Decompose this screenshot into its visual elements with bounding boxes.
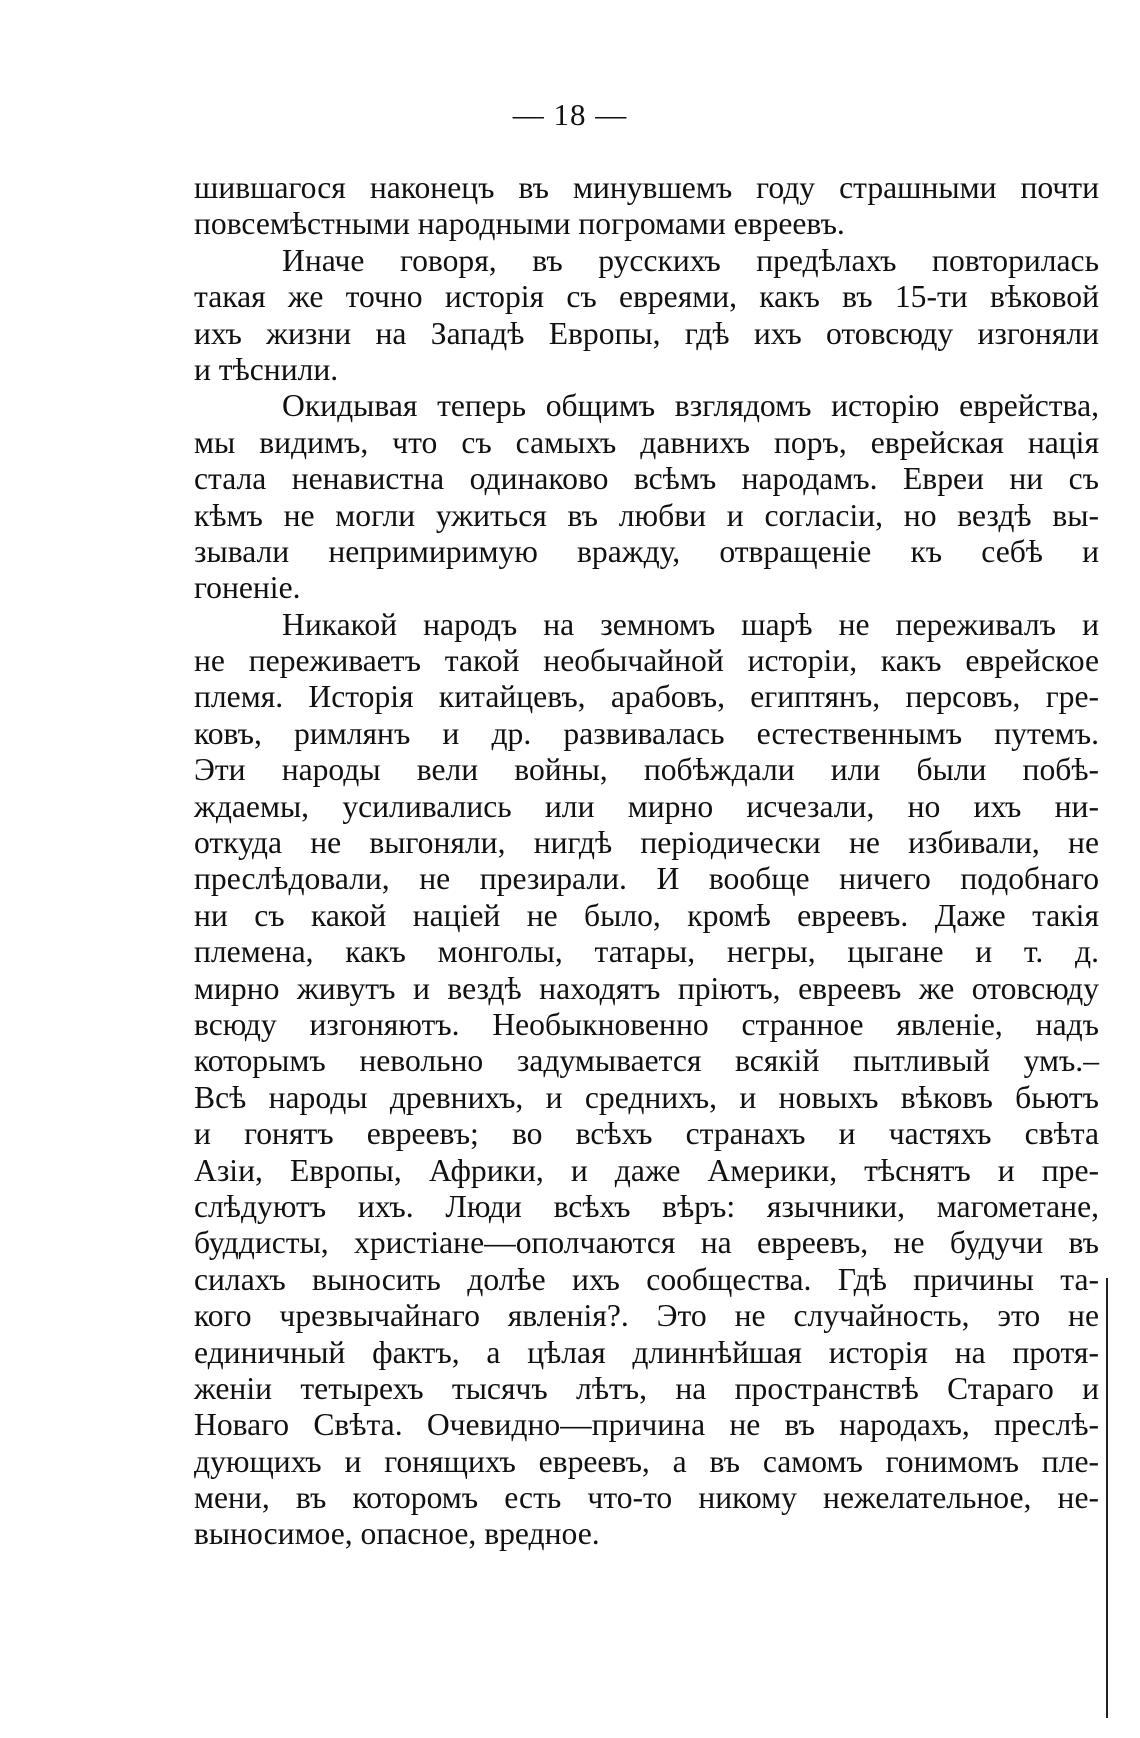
text-line: ихъ жизни на Западѣ Европы, гдѣ ихъ отовсюду изгоняли	[194, 315, 1099, 351]
text-line: племена, какъ монголы, татары, негры, цыгане и т. д.	[194, 934, 1099, 970]
text-line: Никакой народъ на земномъ шарѣ не переживалъ и	[282, 606, 1099, 642]
text-line: мы видимъ, что съ самыхъ давнихъ поръ, еврейская нація	[194, 424, 1099, 460]
text-line: которымъ невольно задумывается всякій пытливый умъ.–	[194, 1043, 1099, 1079]
text-line: такая же точно исторія съ евреями, какъ въ 15-ти вѣковой	[194, 279, 1099, 315]
text-line: кого чрезвычайнаго явленія?. Это не случайность, это не	[194, 1298, 1099, 1334]
text-line: Азіи, Европы, Африки, и даже Америки, тѣснятъ и пре-	[194, 1152, 1099, 1188]
text-line: ковъ, римлянъ и др. развивалась естественнымъ путемъ.	[194, 715, 1099, 751]
paragraph	[194, 243, 1099, 389]
text-line: Окидывая теперь общимъ взглядомъ исторію еврейства,	[282, 388, 1099, 424]
gutter-rule	[1106, 1278, 1108, 1718]
text-line: всюду изгоняютъ. Необыкновенно странное явленіе, надъ	[194, 1006, 1099, 1042]
text-line: повсемѣстными народными погромами евреевъ.	[194, 206, 845, 242]
text-line: выносимое, опасное, вредное.	[194, 1516, 600, 1552]
paragraph	[194, 388, 1099, 606]
text-line: ни съ какой націей не было, кромѣ евреевъ. Даже такія	[194, 897, 1099, 933]
text-line: Иначе говоря, въ русскихъ предѣлахъ повторилась	[282, 242, 1099, 278]
text-line: гоненіе.	[194, 570, 301, 606]
text-line: буддисты, христіане—ополчаются на евреевъ, не будучи въ	[194, 1225, 1099, 1261]
text-line: кѣмъ не могли ужиться въ любви и согласіи, но вездѣ вы-	[194, 497, 1099, 533]
text-line: стала ненавистна одинаково всѣмъ народамъ. Евреи ни съ	[194, 461, 1099, 497]
text-line: Эти народы вели войны, побѣждали или были побѣ-	[194, 752, 1099, 788]
text-line: мени, въ которомъ есть что-то никому нежелательное, не-	[194, 1480, 1099, 1516]
text-line: откуда не выгоняли, нигдѣ періодически не избивали, не	[194, 825, 1099, 861]
paragraph	[194, 170, 1099, 243]
text-line: единичный фактъ, а цѣлая длиннѣйшая исторія на протя-	[194, 1334, 1099, 1370]
text-line: слѣдуютъ ихъ. Люди всѣхъ вѣръ: язычники, магометане,	[194, 1188, 1099, 1224]
text-line: силахъ выносить долѣе ихъ сообщества. Гдѣ причины та-	[194, 1261, 1099, 1297]
text-line: и гонятъ евреевъ; во всѣхъ странахъ и частяхъ свѣта	[194, 1116, 1099, 1152]
paragraph	[194, 607, 1099, 1553]
text-line: ждаемы, усиливались или мирно исчезали, но ихъ ни-	[194, 788, 1099, 824]
text-line: зывали непримиримую вражду, отвращеніе къ себѣ и	[194, 533, 1099, 569]
text-line: шившагося наконецъ въ минувшемъ году страшными почти	[194, 170, 1099, 205]
text-line: Всѣ народы древнихъ, и среднихъ, и новыхъ вѣковъ бьютъ	[194, 1079, 1099, 1115]
body-text	[194, 170, 1099, 1553]
text-line: преслѣдовали, не презирали. И вообще ничего подобнаго	[194, 861, 1099, 897]
text-line: дующихъ и гонящихъ евреевъ, а въ самомъ гонимомъ пле-	[194, 1443, 1099, 1479]
text-line: Новаго Свѣта. Очевидно—причина не въ народахъ, преслѣ-	[194, 1407, 1099, 1443]
text-line: и тѣснили.	[194, 351, 339, 387]
text-line: мирно живутъ и вездѣ находятъ пріютъ, евреевъ же отовсюду	[194, 970, 1099, 1006]
text-line: племя. Исторія китайцевъ, арабовъ, египтянъ, персовъ, гре-	[194, 679, 1099, 715]
page-number: — 18 —	[512, 97, 628, 132]
text-line: женіи тетырехъ тысячъ лѣтъ, на пространствѣ Стараго и	[194, 1370, 1099, 1406]
text-line: не переживаетъ такой необычайной исторіи, какъ еврейское	[194, 643, 1099, 679]
